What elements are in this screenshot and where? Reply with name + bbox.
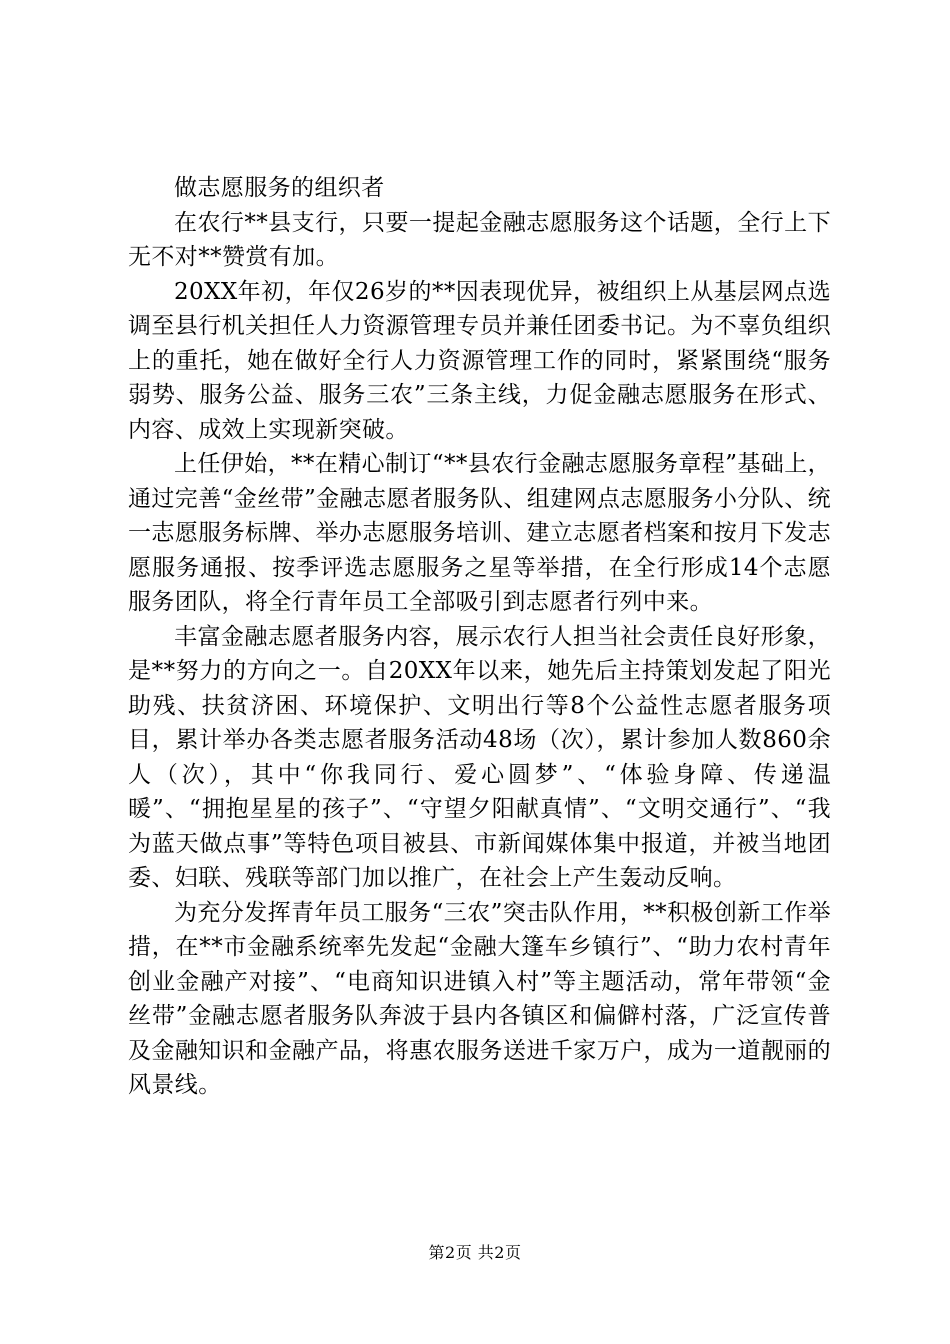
page-number-footer: 第2页 共2页 (428, 1243, 522, 1262)
article-title: 做志愿服务的组织者 (174, 175, 385, 201)
document-body (128, 171, 831, 1103)
paragraph-2: 20XX年初，年仅26岁的**因表现优异，被组织上从基层网点选调至县行机关担任人力资源管理专员并兼任团委书记。为不辜负组织上的重托，她在做好全行人力资源管理工作的同时，紧紧围绕“服务弱势、服务公益、服务三农”三条主线，力促金融志愿服务在形式、内容、成效上实现新突破。 (128, 278, 831, 443)
paragraph-1: 在农行**县支行，只要一提起金融志愿服务这个话题，全行上下无不对**赞赏有加。 (128, 209, 831, 270)
paragraph-4: 丰富金融志愿者服务内容，展示农行人担当社会责任良好形象，是**努力的方向之一。自20XX年以来，她先后主持策划发起了阳光助残、扶贫济困、环境保护、文明出行等8个公益性志愿者服务项目，累计举办各类志愿者服务活动48场（次），累计参加人数860余人（次），其中“你我同行、爱心圆梦”、“体验身障、传递温暖”、“拥抱星星的孩子”、“守望夕阳献真情”、“文明交通行”、“我为蓝天做点事”等特色项目被县、市新闻媒体集中报道，并被当地团委、妇联、残联等部门加以推广，在社会上产生轰动反响。 (128, 623, 831, 891)
paragraph-5: 为充分发挥青年员工服务“三农”突击队作用，**积极创新工作举措，在**市金融系统率先发起“金融大篷车乡镇行”、“助力农村青年创业金融产对接”、“电商知识进镇入村”等主题活动，常年带领“金丝带”金融志愿者服务队奔波于县内各镇区和偏僻村落，广泛宣传普及金融知识和金融产品，将惠农服务送进千家万户，成为一道靓丽的风景线。 (128, 899, 831, 1098)
paragraph-3: 上任伊始，**在精心制订“**县农行金融志愿服务章程”基础上，通过完善“金丝带”金融志愿者服务队、组建网点志愿服务小分队、统一志愿服务标牌、举办志愿服务培训、建立志愿者档案和按月下发志愿服务通报、按季评选志愿服务之星等举措，在全行形成14个志愿服务团队，将全行青年员工全部吸引到志愿者行列中来。 (128, 451, 831, 615)
